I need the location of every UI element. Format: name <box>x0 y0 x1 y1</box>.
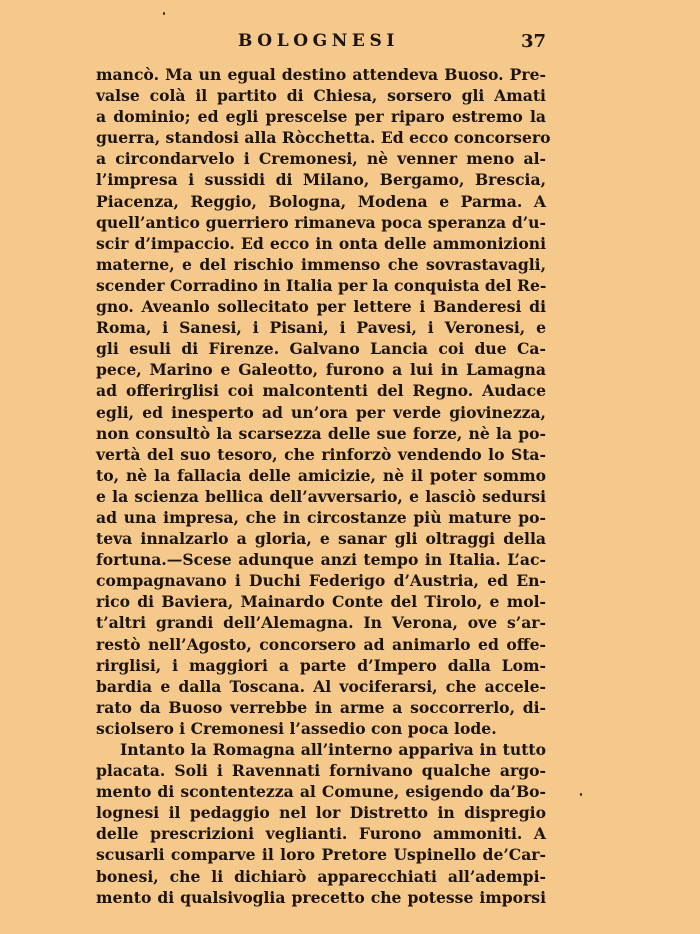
text-line: bardia e dalla Toscana. Al vociferarsi, che accele- <box>96 676 546 696</box>
text-line: Piacenza, Reggio, Bologna, Modena e Parma. A <box>96 191 546 211</box>
text-line: mento di qualsivoglia precetto che potesse imporsi <box>96 887 546 907</box>
text-line: scir d’impaccio. Ed ecco in onta delle ammonizioni <box>96 233 546 253</box>
text-line: ad una impresa, che in circostanze più mature po- <box>96 507 546 527</box>
text-line: teva innalzarlo a gloria, e sanar gli oltraggi della <box>96 529 546 549</box>
text-line: mancò. Ma un egual destino attendeva Buoso. Pre- <box>96 65 546 84</box>
text-line: fortuna.—Scese adunque anzi tempo in Italia. L’ac- <box>96 550 546 570</box>
running-head <box>96 31 546 55</box>
text-line: ad offerirglisi coi malcontenti del Regno. Audace <box>96 381 546 401</box>
text-line: gli esuli di Firenze. Galvano Lancia coi due Ca- <box>96 339 546 359</box>
text-line: guerra, standosi alla Ròcchetta. Ed ecco concorsero <box>96 128 551 148</box>
body-text <box>96 64 551 908</box>
text-line: l’impresa i sussidi di Milano, Bergamo, Brescia, <box>96 170 546 190</box>
text-line: bonesi, che li dichiarò apparecchiati all’adempi- <box>96 866 546 886</box>
text-line: gno. Aveanlo sollecitato per lettere i Banderesi di <box>96 297 546 317</box>
text-line: scender Corradino in Italia per la conquista del Re- <box>96 275 547 295</box>
text-line: materne, e del rischio immenso che sovrastavagli, <box>96 254 546 274</box>
running-title: BOLOGNESI <box>238 31 399 51</box>
text-line: t’altri grandi dell’Alemagna. In Verona, ove s’ar- <box>96 613 546 633</box>
text-line: rirglisi, i maggiori a parte d’Impero dalla Lom- <box>96 655 546 675</box>
text-line: egli, ed inesperto ad un’ora per verde giovinezza, <box>96 402 546 422</box>
text-line: a circondarvelo i Cremonesi, nè venner meno al- <box>96 149 546 169</box>
text-line: pece, Marino e Galeotto, furono a lui in Lamagna <box>96 360 546 380</box>
paper-speck <box>163 12 165 15</box>
text-line: scusarli comparve il loro Pretore Uspinello de’Car- <box>96 845 546 865</box>
text-line: placata. Soli i Ravennati fornivano qualche argo- <box>96 761 546 781</box>
text-line: delle prescrizioni veglianti. Furono ammoniti. A <box>96 824 546 844</box>
text-line: a dominio; ed egli prescelse per riparo estremo la <box>96 107 546 127</box>
text-line: valse colà il partito di Chiesa, sorsero gli Amati <box>96 86 546 106</box>
text-line: non consultò la scarsezza delle sue forze, nè la po- <box>96 423 546 443</box>
text-line: quell’antico guerriero rimaneva poca speranza d’u- <box>96 212 546 232</box>
text-line: rico di Baviera, Mainardo Conte del Tirolo, e mol- <box>96 592 546 612</box>
text-line: rato da Buoso verrebbe in arme a soccorrerlo, di- <box>96 697 546 717</box>
text-line: Roma, i Sanesi, i Pisani, i Pavesi, i Veronesi, e <box>96 318 546 338</box>
text-line: lognesi il pedaggio nel lor Distretto in dispregio <box>96 803 546 823</box>
paragraph-end-line: sciolsero i Cremonesi l’assedio con poca lode. <box>96 718 497 738</box>
paragraph-start-line: Intanto la Romagna all’interno appariva in tutto <box>120 740 546 759</box>
text-line: restò nell’Agosto, concorsero ad animarlo ed offe- <box>96 634 546 654</box>
text-line: vertà del suo tesoro, che rinforzò vendendo lo Sta- <box>96 444 546 464</box>
text-line: mento di scontentezza al Comune, esigendo da’Bo- <box>96 782 546 802</box>
text-line: e la scienza bellica dell’avversario, e lasciò sedursi <box>96 486 546 506</box>
paper-speck <box>580 793 582 796</box>
text-line: compagnavano i Duchi Federigo d’Austria, ed En- <box>96 571 546 591</box>
page-number: 37 <box>520 31 546 52</box>
text-line: to, nè la fallacia delle amicizie, nè il poter sommo <box>96 465 546 485</box>
